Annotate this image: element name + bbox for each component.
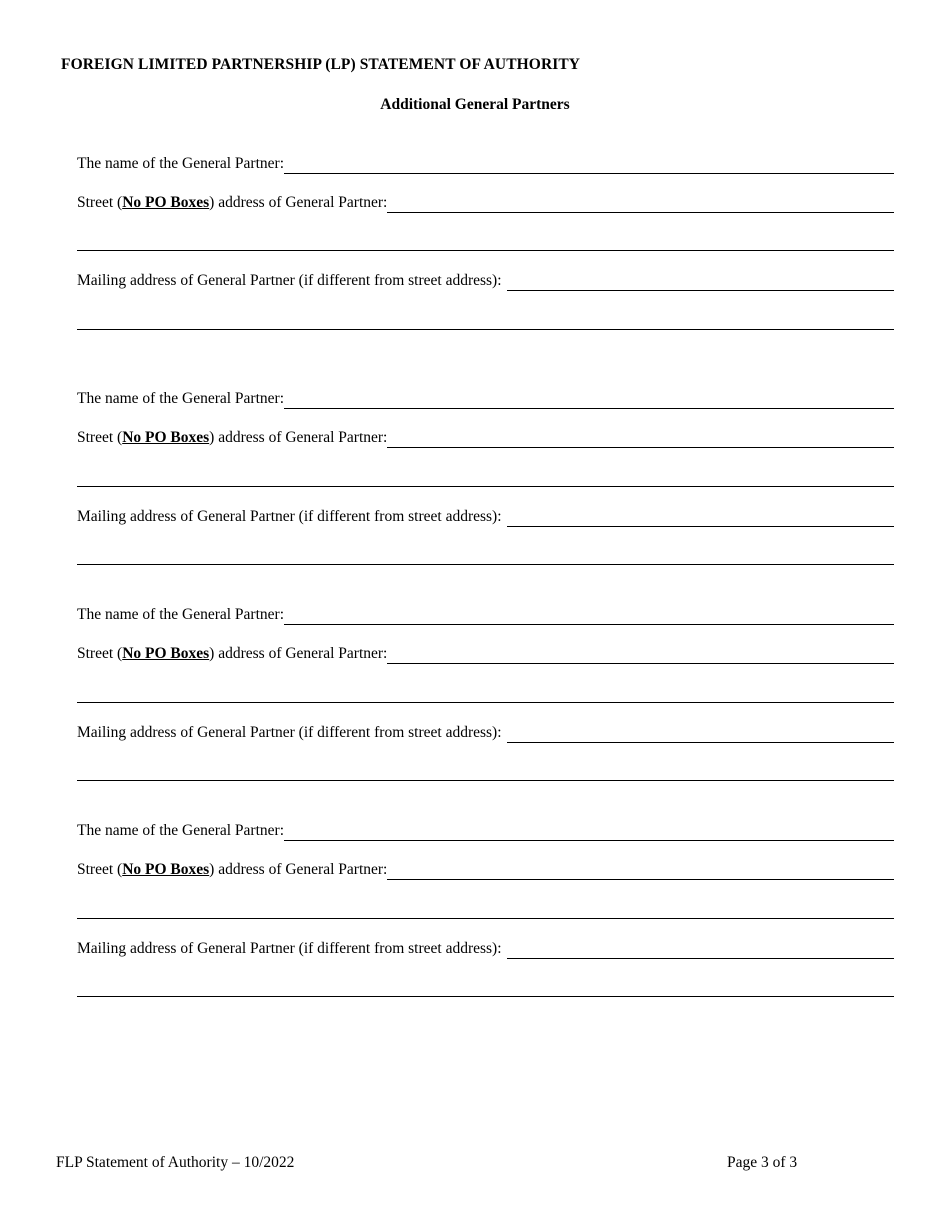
partner-2-mailing-row <box>77 505 894 527</box>
partner-1-street-row <box>77 191 894 213</box>
partner-4-street-field[interactable] <box>387 858 894 880</box>
partner-1-mailing-row <box>77 269 894 291</box>
mailing-address-label: Mailing address of General Partner (if different from street address): <box>77 724 502 741</box>
partner-name-label: The name of the General Partner: <box>77 606 285 623</box>
partner-3-mailing-field[interactable] <box>507 721 894 743</box>
partner-3-mailing-line-2[interactable] <box>77 780 894 781</box>
partner-4-mailing-line-2[interactable] <box>77 996 894 997</box>
partner-4-name-field[interactable] <box>284 819 894 841</box>
partner-2-street-field[interactable] <box>387 426 894 448</box>
partner-1-street-field[interactable] <box>387 191 894 213</box>
partner-4-mailing-row <box>77 937 894 959</box>
partner-4-street-line-2[interactable] <box>77 918 894 919</box>
partner-3-street-field[interactable] <box>387 642 894 664</box>
footer-page-number: Page 3 of 3 <box>727 1154 798 1171</box>
no-po-boxes-emphasis: No PO Boxes <box>122 194 210 211</box>
mailing-address-label: Mailing address of General Partner (if different from street address): <box>77 272 502 289</box>
partner-3-street-row <box>77 642 894 664</box>
partner-name-label: The name of the General Partner: <box>77 390 285 407</box>
partner-4-name-row <box>77 819 894 841</box>
partner-3-name-row <box>77 603 894 625</box>
partner-3-street-line-2[interactable] <box>77 702 894 703</box>
section-title: Additional General Partners <box>380 96 570 113</box>
partner-name-label: The name of the General Partner: <box>77 155 285 172</box>
street-address-label: Street (No PO Boxes) address of General Partner: <box>77 645 388 662</box>
partner-3-mailing-row <box>77 721 894 743</box>
no-po-boxes-emphasis: No PO Boxes <box>122 645 210 662</box>
partner-3-name-field[interactable] <box>284 603 894 625</box>
form-title: FOREIGN LIMITED PARTNERSHIP (LP) STATEMENT OF AUTHORITY <box>61 56 581 73</box>
footer-form-id: FLP Statement of Authority – 10/2022 <box>56 1154 295 1171</box>
partner-1-street-line-2[interactable] <box>77 250 894 251</box>
partner-name-label: The name of the General Partner: <box>77 822 285 839</box>
mailing-address-label: Mailing address of General Partner (if different from street address): <box>77 508 502 525</box>
street-address-label: Street (No PO Boxes) address of General Partner: <box>77 429 388 446</box>
partner-2-name-field[interactable] <box>284 387 894 409</box>
partner-2-mailing-line-2[interactable] <box>77 564 894 565</box>
partner-2-street-line-2[interactable] <box>77 486 894 487</box>
partner-2-name-row <box>77 387 894 409</box>
partner-4-street-row <box>77 858 894 880</box>
no-po-boxes-emphasis: No PO Boxes <box>122 429 210 446</box>
street-address-label: Street (No PO Boxes) address of General Partner: <box>77 861 388 878</box>
partner-2-street-row <box>77 426 894 448</box>
no-po-boxes-emphasis: No PO Boxes <box>122 861 210 878</box>
partner-1-mailing-line-2[interactable] <box>77 329 894 330</box>
partner-1-mailing-field[interactable] <box>507 269 894 291</box>
mailing-address-label: Mailing address of General Partner (if different from street address): <box>77 940 502 957</box>
street-address-label: Street (No PO Boxes) address of General Partner: <box>77 194 388 211</box>
partner-1-name-row <box>77 152 894 174</box>
partner-4-mailing-field[interactable] <box>507 937 894 959</box>
partner-1-name-field[interactable] <box>284 152 894 174</box>
partner-2-mailing-field[interactable] <box>507 505 894 527</box>
